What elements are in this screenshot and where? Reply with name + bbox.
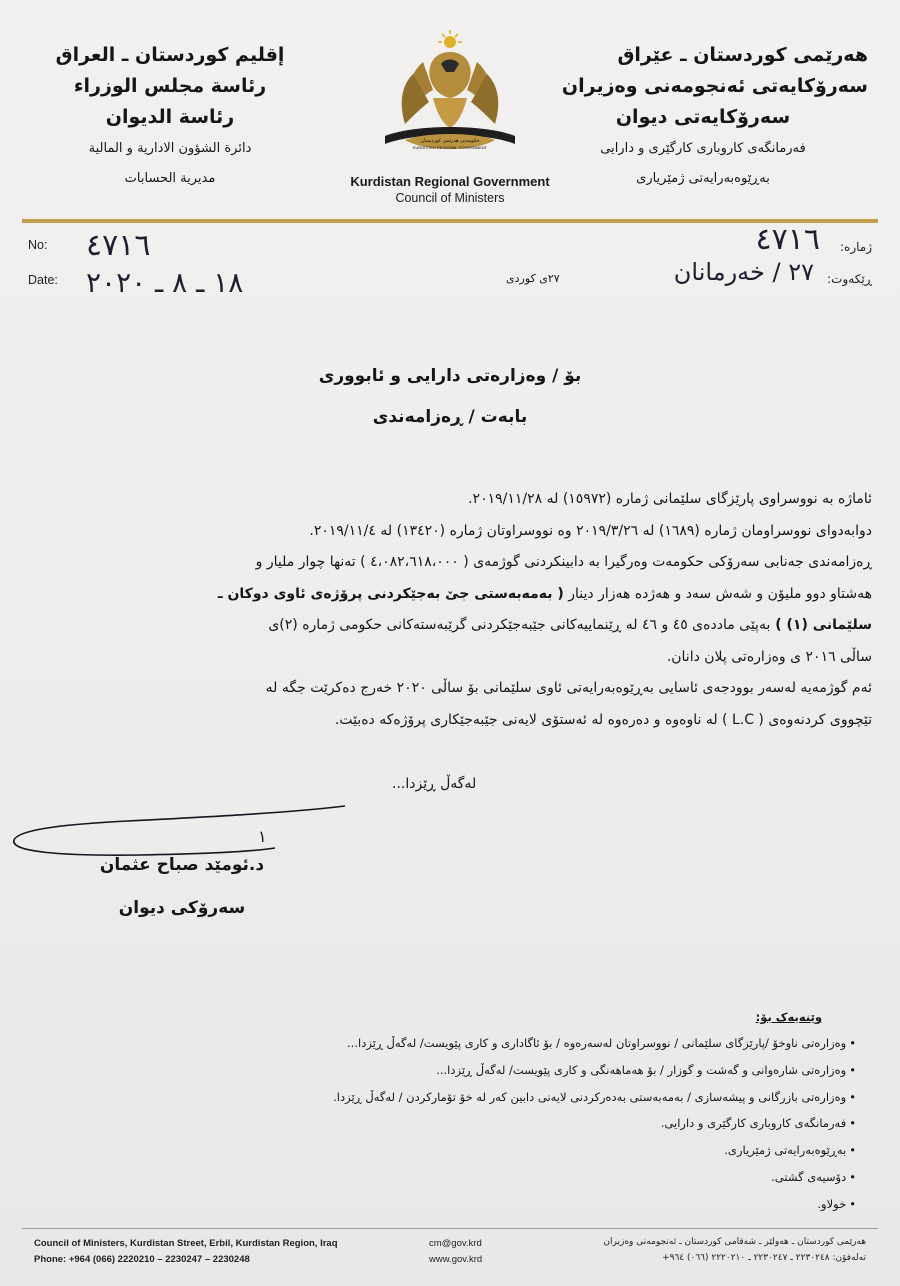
header-arabic-sub-1: دائرة الشؤون الادارية و المالية — [88, 141, 252, 156]
cc-item: • فەرمانگەی کاروباری کارگێری و دارایی. — [156, 1110, 856, 1137]
kurdish-date-note: ٢٧ی کوردی — [506, 272, 560, 285]
header-arabic-line-3: رئاسة الديوان — [105, 106, 235, 128]
body-line-7: ئەم گوژمەیە لەسەر بوودجەی ئاسایی بەڕێوەبەرایەتی ئاوی سلێمانی بۆ ساڵی ٢٠٢٠ خەرج دەکرێت جگە لە — [265, 680, 872, 696]
footer-phone-ku: تەلەفۆن: ٢٢٣٠٢٤٨ ـ ٢٢٣٠٢٤٧ ـ ٢٢٢٠٢١٠ (٠٦٦) ٩٦٤+ — [662, 1253, 866, 1263]
footer-divider — [22, 1228, 878, 1229]
body-line-5 — [26, 610, 872, 642]
footer-address-en: Council of Ministers, Kurdistan Street, Erbil, Kurdistan Region, Iraq — [34, 1238, 338, 1249]
body-line-4-text: هەشتاو دوو ملیۆن و شەش سەد و هەژدە هەزار دینار — [563, 585, 872, 602]
kurdish-no-label: ژمارە: — [839, 240, 872, 254]
sun-icon — [438, 30, 462, 48]
handwritten-date: ١٨ ـ ٨ ـ ٢٠٢٠ — [86, 266, 244, 299]
subject-line: بابەت / ڕەزامەندی — [372, 407, 528, 427]
header-kurdish-sub-2: بەڕێوەبەرایەتی ژمێریاری — [636, 171, 770, 186]
signer-name: د.ئومێد صباح عثمان — [99, 855, 265, 875]
header-kurdish-line-2: سەرۆکایەتی ئەنجومەنی وەزیران — [561, 75, 868, 97]
closing-line: لەگەڵ ڕێزدا... — [392, 776, 477, 792]
footer-website: www.gov.krd — [429, 1254, 483, 1265]
cc-item: • دۆسیەی گشتی. — [156, 1164, 856, 1191]
cc-item: • خولاو. — [156, 1191, 856, 1218]
header-kurdish-line-3: سەرۆکایەتی دیوان — [615, 106, 791, 128]
header-divider — [22, 219, 878, 223]
krg-emblem-icon — [375, 28, 525, 163]
handwritten-kurdish-date: ٢٧ / خەرمانان — [673, 258, 814, 286]
body-line-4-bold: ( بەمەبەستی جێ بەجێکردنی پرۆژەی ئاوی دوکان ـ — [217, 585, 564, 602]
recipient-line: بۆ / وەزارەتی دارایی و ئابووری — [318, 366, 582, 386]
body-line-8: تێچووی کردنەوەی ( L.C ) لە ناوەوە و دەرەوە لە ئەستۆی لایەنی جێبەجێکاری پرۆژەکە دەبێت. — [334, 711, 872, 728]
emblem-text-en: KURDISTAN REGIONAL GOVERNMENT — [412, 145, 488, 150]
footer-email: cm@gov.krd — [429, 1238, 482, 1249]
body-line-3: ڕەزامەندی جەنابی سەرۆکی حکومەت وەرگیرا بە دابینکردنی گوژمەی ( ٤،٠٨٢،٦١٨،٠٠٠ ) تەنها چوار ملیار و — [255, 554, 872, 570]
footer-phone-en: Phone: +964 (066) 2220210 – 2230247 – 2230248 — [34, 1254, 250, 1265]
header-kurdish-sub-1: فەرمانگەی کاروباری کارگێری و دارایی — [600, 141, 806, 156]
krg-council: Council of Ministers — [395, 191, 505, 205]
cc-title: وێنەیەک بۆ: — [755, 1010, 822, 1024]
header-arabic-line-2: رئاسة مجلس الوزراء — [73, 75, 267, 97]
signature-mark: ١ — [258, 827, 267, 846]
krg-name: Kurdistan Regional Government — [350, 174, 550, 189]
cc-item: • بەڕێوەبەرایەتی ژمێریاری. — [156, 1137, 856, 1164]
signer-title: سەرۆکی دیوان — [118, 898, 246, 918]
body-line-4 — [26, 579, 872, 611]
footer-address-ku: هەرێمی کوردستان ـ هەولێر ـ شەقامی کوردستان ـ ئەنجومەنی وەزیران — [603, 1237, 866, 1247]
no-label: No: — [28, 238, 48, 252]
kurdish-date-label: ڕێکەوت: — [827, 272, 872, 286]
handwritten-kurdish-number: ٤٧١٦ — [755, 222, 820, 257]
header-kurdish-line-1: هەرێمی کوردستان ـ عێراق — [617, 44, 868, 66]
body-line-1: ئاماژە بە نووسراوی پارێزگای سلێمانی ژمارە (١٥٩٧٢) لە ٢٠١٩/١١/٢٨. — [468, 491, 872, 507]
cc-item: • وەزارەتی ناوخۆ /پارێزگای سلێمانی / نووسراوتان لەسەرەوە / بۆ ئاگاداری و کاری پێویست/ لەگەڵ ڕێزدا... — [156, 1030, 856, 1057]
body-line-2: دوابەدوای نووسراومان ژمارە (١٦٨٩) لە ٢٠١٩/٣/٢٦ وە نووسراوتان ژمارە (١٣٤٢٠) لە ٢٠١٩/١١/٤. — [309, 522, 872, 539]
body-line-6: ساڵی ٢٠١٦ ی وەزارەتی پلان دانان. — [666, 648, 872, 665]
cc-item: • وەزارەتی شارەوانی و گەشت و گوزار / بۆ هەماهەنگی و کاری پێویست/ لەگەڵ ڕێزدا... — [156, 1057, 856, 1084]
date-label: Date: — [28, 273, 58, 287]
header-arabic-sub-2: مديرية الحسابات — [124, 171, 216, 186]
header-arabic — [40, 40, 300, 189]
cc-list — [156, 1030, 856, 1218]
header-arabic-line-1: إقليم كوردستان ـ العراق — [55, 44, 285, 66]
header-kurdish — [538, 40, 868, 189]
emblem-text: حکومەتی هەرێمی کوردستان — [420, 138, 480, 144]
handwritten-number: ٤٧١٦ — [86, 228, 151, 263]
body-line-5-text: بەپێی ماددەی ٤٥ و ٤٦ لە ڕێنماییەکانی جێبەجێکردنی گرێبەستەکانی حکومی ژمارە (٢)ی — [268, 617, 771, 633]
cc-item: • وەزارەتی بازرگانی و پیشەسازی / بەمەبەستی بەدەرکردنی لایەنی دابین کەر لە خۆ تۆمارکردن / لەگەڵ ڕێزدا. — [156, 1084, 856, 1111]
letter-body — [26, 484, 872, 736]
body-line-5-bold: سلێمانی (١) ) — [770, 617, 872, 633]
